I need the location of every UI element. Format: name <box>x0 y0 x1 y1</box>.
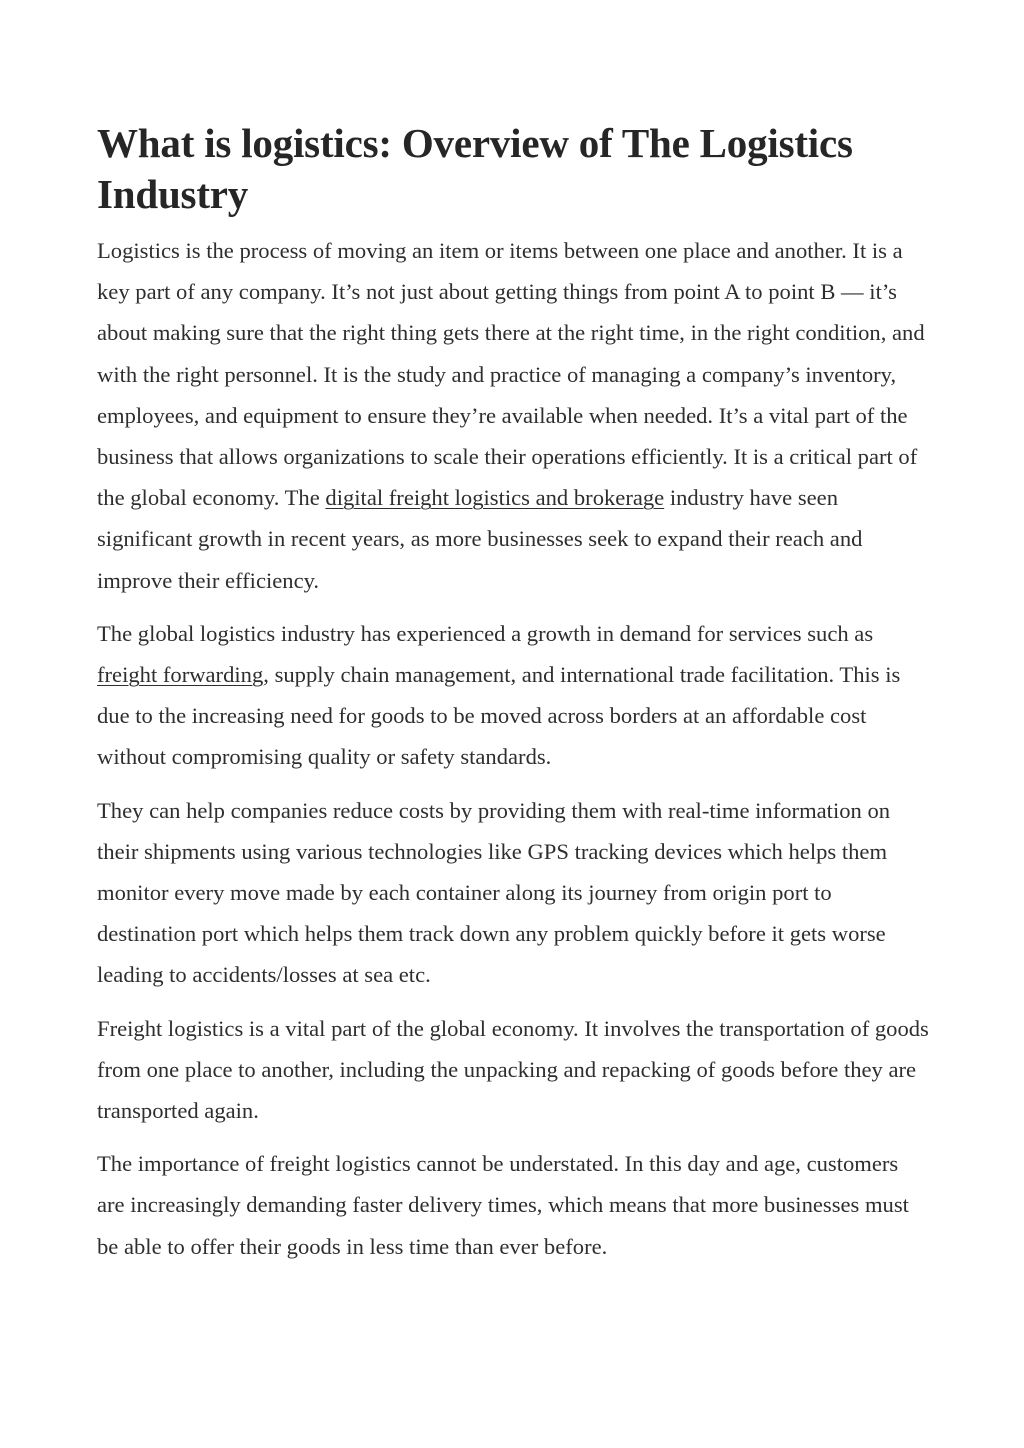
paragraph-cost-reduction: They can help companies reduce costs by providing them with real-time information on their shipments using various technologies like GPS tracking devices which helps them monitor every move made by each container along its journey from origin port to destination port which helps them track down any problem quickly before it gets worse leading to accidents/losses at sea etc. <box>97 797 891 988</box>
article <box>97 118 929 1279</box>
paragraph-freight-logistics: Freight logistics is a vital part of the global economy. It involves the transportation of goods from one place to another, including the unpacking and repacking of goods before they are transported again. <box>97 1015 929 1124</box>
paragraph-industry-growth <box>97 613 929 778</box>
paragraph-text: The global logistics industry has experienced a growth in demand for services such as <box>97 620 874 646</box>
freight-forwarding-link[interactable]: freight forwarding <box>97 662 264 688</box>
paragraph-text: industry have seen significant growth in recent years, as more businesses seek to expand their reach and improve their efficiency. <box>97 485 863 593</box>
digital-freight-link[interactable]: digital freight logistics and brokerage <box>325 485 665 511</box>
page-title: What is logistics: Overview of The Logistics Industry <box>97 120 853 217</box>
paragraph-intro <box>97 230 929 601</box>
paragraph-text: , supply chain management, and international trade facilitation. This is due to the increasing need for goods to be moved across borders at an affordable cost without compromising quality or safety standards. <box>97 662 901 770</box>
paragraph-text: Logistics is the process of moving an item or items between one place and another. It is a key part of any company. It’s not just about getting things from point A to point B — it’s about making sure that the right thing gets there at the right time, in the right condition, and with the right personnel. It is the study and practice of managing a company’s inventory, employees, and equipment to ensure they’re available when needed. It’s a vital part of the business that allows organizations to scale their operations efficiently. It is a critical part of the global economy. The <box>97 238 925 511</box>
paragraph-importance: The importance of freight logistics cannot be understated. In this day and age, customers are increasingly demanding faster delivery times, which means that more businesses must be able to offer their goods in less time than ever before. <box>97 1151 909 1259</box>
